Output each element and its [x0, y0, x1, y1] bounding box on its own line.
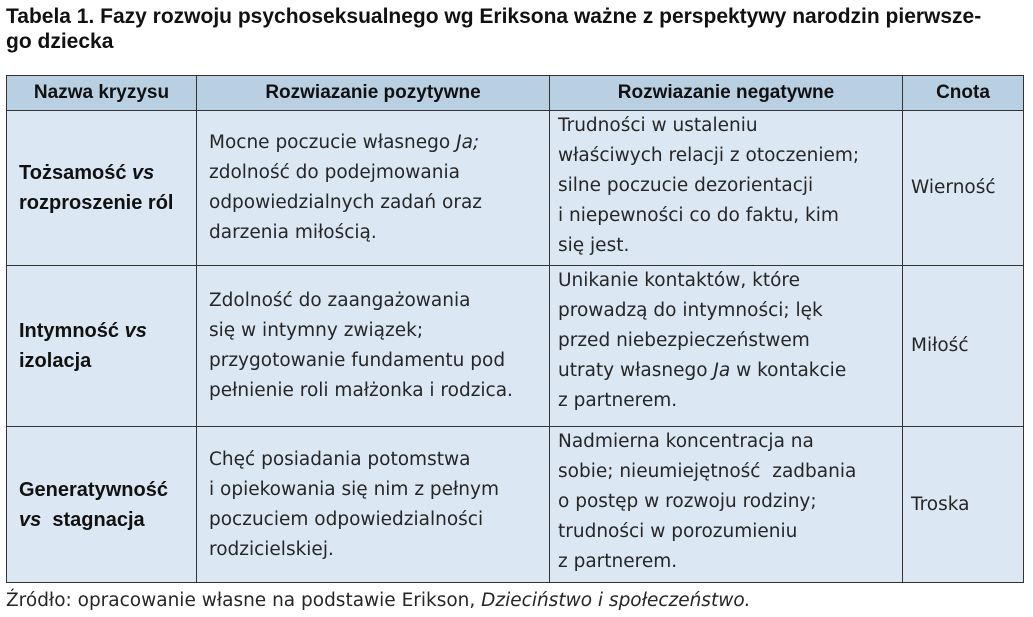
crisis-cell [7, 427, 197, 583]
negative-cell [550, 266, 903, 427]
crisis-name: stagnacja [41, 508, 145, 531]
source-note [6, 590, 751, 611]
source-title: Dzieciństwo i społeczeństwo. [481, 590, 751, 611]
cell-text: przygotowanie fundamentu pod [209, 350, 506, 371]
negative-cell [550, 111, 903, 266]
crisis-name: izolacja [19, 350, 92, 372]
crisis-cell [7, 266, 197, 427]
cell-text: Unikanie kontaktów, które [558, 270, 800, 291]
crisis-name: Intymność [19, 320, 125, 342]
table-row [7, 427, 1024, 583]
crisis-name: Generatywność [19, 478, 168, 501]
virtue-cell: Miłość [903, 266, 1024, 427]
cell-text: prowadzą do intymności; lęk [558, 300, 823, 321]
cell-text: Mocne poczucie własnego [209, 132, 457, 153]
erikson-table [6, 75, 1024, 583]
caption-line-1: Tabela 1. Fazy rozwoju psychoseksualnego wg Eriksona ważne z perspektywy narodzin pierwsze- [6, 5, 982, 28]
header-crisis: Nazwa kryzysu [7, 76, 197, 111]
crisis-name: Tożsamość [19, 162, 132, 184]
cell-text: i niepewności co do faktu, kim [558, 205, 839, 226]
cell-text: i opiekowania się nim z pełnym [209, 478, 500, 500]
cell-text: z partnerem. [558, 551, 678, 572]
table-row [7, 111, 1024, 266]
header-negative: Rozwiazanie negatywne [550, 76, 903, 111]
negative-cell [550, 427, 903, 583]
cell-text: zdolność do podejmowania [209, 162, 460, 183]
cell-text: odpowiedzialnych zadań oraz [209, 192, 483, 213]
header-virtue: Cnota [903, 76, 1024, 111]
cell-text: Zdolność do zaangażowania [209, 290, 471, 311]
header-positive: Rozwiazanie pozytywne [197, 76, 550, 111]
cell-text: właściwych relacji z otoczeniem; [558, 145, 860, 166]
table-header-row [7, 76, 1024, 111]
cell-text: Nadmierna koncentracja na [558, 431, 814, 452]
cell-text: pełnienie roli małżonka i rodzica. [209, 380, 513, 401]
cell-text: utraty własnego [558, 360, 714, 381]
cell-text: silne poczucie dezorientacji [558, 175, 814, 196]
positive-cell [197, 266, 550, 427]
cell-text: darzenia miłością. [209, 222, 377, 243]
cell-text: Trudności w ustaleniu [558, 115, 758, 136]
crisis-cell [7, 111, 197, 266]
cell-text: sobie; nieumiejętność zadbania [558, 461, 857, 482]
cell-text: rodzicielskiej. [209, 538, 334, 560]
cell-text: poczuciem odpowiedzialności [209, 508, 484, 530]
positive-cell [197, 427, 550, 583]
cell-text: się w intymny związek; [209, 320, 424, 341]
table-row [7, 266, 1024, 427]
cell-text: Chęć posiadania potomstwa [209, 448, 471, 470]
cell-text: Ja [713, 360, 731, 381]
vs-label: vs [132, 162, 155, 184]
table-caption [6, 4, 1028, 54]
caption-line-2: go dziecka [6, 30, 114, 53]
cell-text: o postęp w rozwoju rodziny; [558, 491, 817, 512]
cell-text: w kontakcie [730, 360, 847, 381]
cell-text: trudności w porozumieniu [558, 521, 798, 542]
vs-label: vs [124, 320, 147, 342]
source-prefix: Źródło: opracowanie własne na podstawie Erikson, [6, 590, 482, 611]
cell-text: Ja; [456, 132, 480, 153]
virtue-cell: Wierność [903, 111, 1024, 266]
cell-text: się jest. [558, 235, 630, 256]
cell-text: przed niebezpieczeństwem [558, 330, 810, 351]
virtue-cell: Troska [903, 427, 1024, 583]
crisis-name: rozproszenie ról [19, 192, 174, 214]
cell-text: z partnerem. [558, 390, 678, 411]
vs-label: vs [19, 508, 42, 531]
positive-cell [197, 111, 550, 266]
